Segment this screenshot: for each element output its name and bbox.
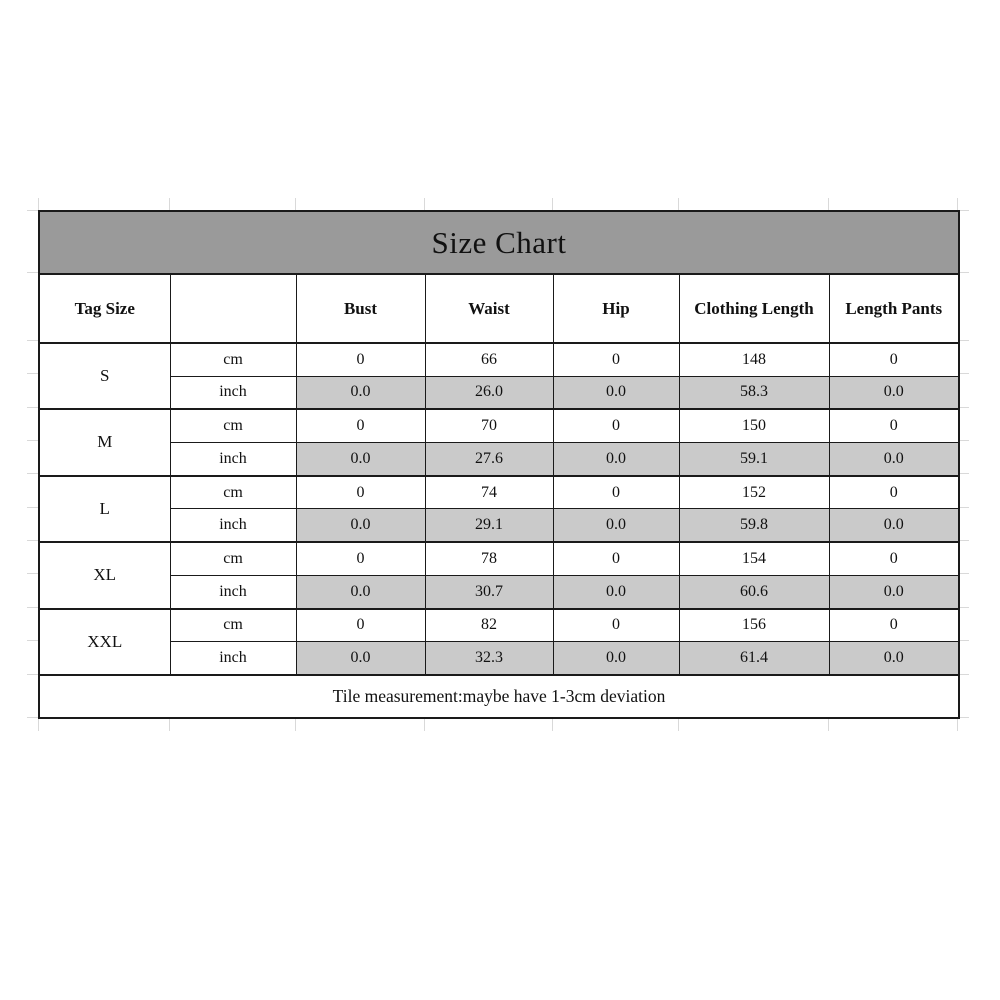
- measurement-value: 82: [425, 609, 553, 642]
- unit-label-cm: cm: [170, 542, 296, 575]
- measurement-value: 0: [296, 609, 425, 642]
- measurement-value: 0: [296, 343, 425, 376]
- measurement-value: 0.0: [829, 442, 959, 475]
- measurement-value: 0.0: [553, 442, 679, 475]
- measurement-value: 70: [425, 409, 553, 442]
- measurement-value: 66: [425, 343, 553, 376]
- measurement-value: 0.0: [553, 376, 679, 409]
- measurement-value: 0.0: [553, 642, 679, 675]
- measurement-value: 0: [829, 476, 959, 509]
- column-header-waist: Waist: [425, 274, 553, 343]
- measurement-value: 32.3: [425, 642, 553, 675]
- column-header-hip: Hip: [553, 274, 679, 343]
- measurement-value: 26.0: [425, 376, 553, 409]
- measurement-value: 0.0: [296, 575, 425, 608]
- unit-label-cm: cm: [170, 343, 296, 376]
- measurement-value: 0.0: [296, 642, 425, 675]
- gridline-ticks-left: [27, 210, 38, 719]
- size-label: S: [39, 343, 170, 409]
- measurement-value: 0: [829, 409, 959, 442]
- measurement-value: 0.0: [296, 376, 425, 409]
- measurement-value: 0: [553, 609, 679, 642]
- measurement-value: 0.0: [296, 509, 425, 542]
- measurement-value: 74: [425, 476, 553, 509]
- unit-label-inch: inch: [170, 442, 296, 475]
- size-label: XXL: [39, 609, 170, 675]
- measurement-value: 0.0: [553, 509, 679, 542]
- measurement-value: 154: [679, 542, 829, 575]
- unit-label-inch: inch: [170, 509, 296, 542]
- measurement-value: 0: [296, 476, 425, 509]
- column-header-length-pants: Length Pants: [829, 274, 959, 343]
- column-header-tag-size: Tag Size: [39, 274, 170, 343]
- measurement-value: 59.1: [679, 442, 829, 475]
- measurement-value: 0.0: [829, 642, 959, 675]
- measurement-value: 78: [425, 542, 553, 575]
- unit-label-cm: cm: [170, 409, 296, 442]
- unit-label-inch: inch: [170, 642, 296, 675]
- unit-label-inch: inch: [170, 575, 296, 608]
- measurement-value: 150: [679, 409, 829, 442]
- measurement-value: 61.4: [679, 642, 829, 675]
- measurement-value: 0.0: [553, 575, 679, 608]
- gridline-ticks-top: [38, 198, 958, 210]
- measurement-value: 156: [679, 609, 829, 642]
- measurement-value: 0: [829, 343, 959, 376]
- measurement-value: 0: [296, 409, 425, 442]
- measurement-value: 0.0: [829, 575, 959, 608]
- footer-note: Tile measurement:maybe have 1-3cm deviation: [39, 675, 959, 718]
- unit-label-inch: inch: [170, 376, 296, 409]
- size-chart-title: Size Chart: [39, 211, 959, 274]
- measurement-value: 59.8: [679, 509, 829, 542]
- measurement-value: 60.6: [679, 575, 829, 608]
- column-header-bust: Bust: [296, 274, 425, 343]
- measurement-value: 0: [553, 409, 679, 442]
- measurement-value: 58.3: [679, 376, 829, 409]
- measurement-value: 0.0: [296, 442, 425, 475]
- measurement-value: 0: [553, 476, 679, 509]
- column-header-clothing-length: Clothing Length: [679, 274, 829, 343]
- size-label: L: [39, 476, 170, 542]
- measurement-value: 152: [679, 476, 829, 509]
- measurement-value: 0.0: [829, 509, 959, 542]
- measurement-value: 0.0: [829, 376, 959, 409]
- size-chart-table: [38, 210, 960, 719]
- measurement-value: 27.6: [425, 442, 553, 475]
- measurement-value: 29.1: [425, 509, 553, 542]
- measurement-value: 148: [679, 343, 829, 376]
- measurement-value: 30.7: [425, 575, 553, 608]
- column-header-empty: [170, 274, 296, 343]
- gridline-ticks-bottom: [38, 719, 958, 731]
- measurement-value: 0: [829, 542, 959, 575]
- unit-label-cm: cm: [170, 476, 296, 509]
- measurement-value: 0: [553, 542, 679, 575]
- measurement-value: 0: [553, 343, 679, 376]
- unit-label-cm: cm: [170, 609, 296, 642]
- measurement-value: 0: [296, 542, 425, 575]
- size-label: M: [39, 409, 170, 475]
- size-label: XL: [39, 542, 170, 608]
- measurement-value: 0: [829, 609, 959, 642]
